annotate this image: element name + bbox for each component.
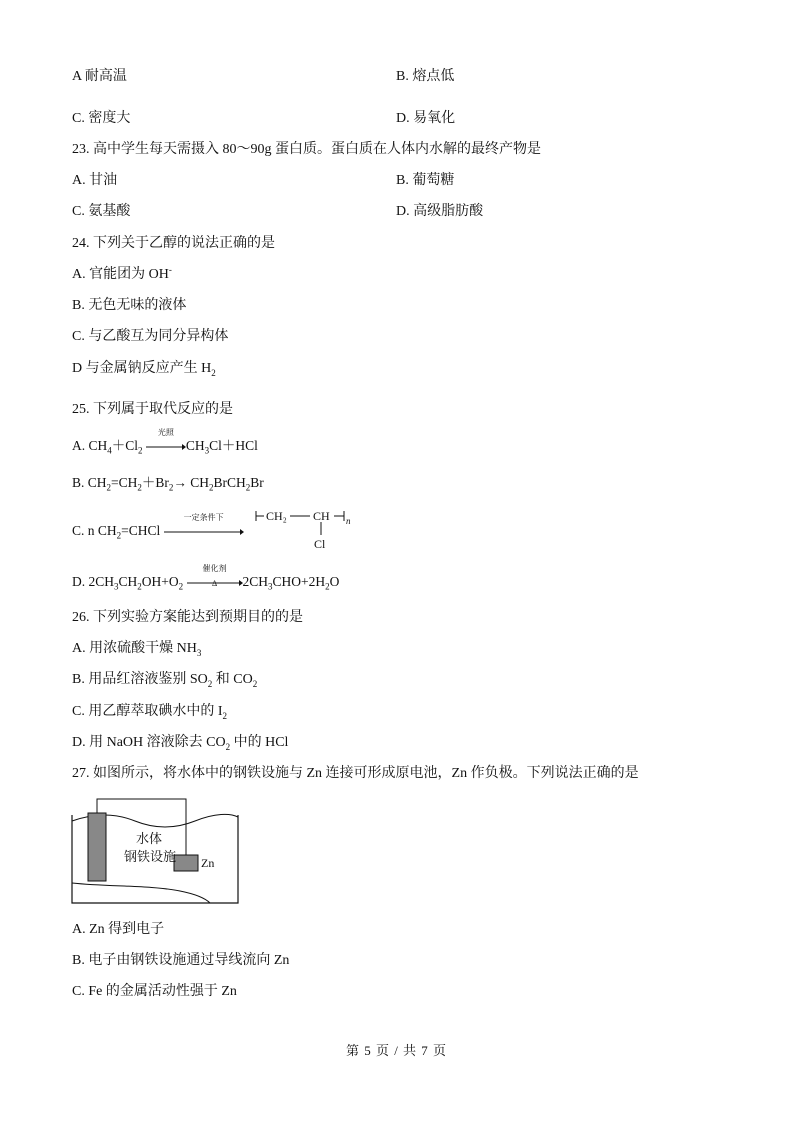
option-24-b: B. 无色无味的液体: [72, 298, 187, 313]
label-zn: Zn: [201, 856, 215, 870]
label-water: 水体: [136, 831, 163, 846]
reaction-arrow-d: [187, 563, 243, 592]
page-footer: 第 5 页 / 共 7 页: [345, 1043, 448, 1058]
label-steel: 钢铁设施: [124, 849, 177, 864]
question-25-stem: 25. 下列属于取代反应的是: [72, 402, 233, 417]
option-26-c: C. 用乙醇萃取碘水中的 $I_2$: [72, 704, 227, 721]
reaction-arrow-a: [146, 427, 186, 456]
question-24-stem: 24. 下列关于乙醇的说法正确的是: [72, 236, 275, 251]
option-24-a-sup: -: [168, 264, 172, 275]
option-25-b: B. $CH_2=CH_2+Br_2\to$ $CH_2BrCH_2Br$: [72, 475, 264, 493]
option-26-b: B. 用品红溶液鉴别 $SO_2$ 和 $CO_2$: [72, 672, 258, 689]
option-24-c: C. 与乙酸互为同分异构体: [72, 329, 229, 344]
option-22-c: C. 密度大: [72, 111, 131, 126]
question-27-stem: 27. 如图所示，将水体中的钢铁设施与 Zn 连接可形成原电池，Zn 作负极。下列说法正确的是: [72, 766, 639, 781]
condition-heat: Δ: [211, 578, 218, 588]
option-25-d-label: D. 2CH: [72, 574, 115, 589]
condition-light: 光照: [157, 427, 174, 437]
question-23-stem: 23. 高中学生每天需摄入 80～90g 蛋白质。蛋白质在人体内水解的最终产物是: [72, 142, 541, 157]
option-26-b-text: B. 用品红溶液鉴别 SO: [72, 672, 208, 687]
question-26-stem: 26. 下列实验方案能达到预期目的的是: [72, 610, 303, 625]
reaction-arrow-c: [164, 512, 244, 541]
option-26-d: D. 用 NaOH 溶液除去 $CO_2$ 中的 HCl: [72, 735, 289, 752]
option-24-a: [72, 266, 172, 284]
option-25-c-label: C. n CH: [72, 523, 117, 538]
option-26-a-text: A. 用浓硫酸干燥 NH: [72, 641, 197, 656]
option-23-a: A. 甘油: [72, 173, 118, 188]
condition-certain: 一定条件下: [183, 512, 224, 522]
option-26-a: A. 用浓硫酸干燥 $NH_3$: [72, 641, 202, 658]
condition-catalyst: 催化剂: [202, 563, 227, 573]
option-24-d-sub: 2: [211, 367, 216, 378]
option-22-d: D. 易氧化: [396, 111, 456, 126]
svg-text:CH₂: CH₂: [266, 509, 287, 523]
option-22-a: A 耐高温: [72, 69, 127, 84]
option-27-c: C. Fe 的金属活动性强于 Zn: [72, 984, 237, 999]
option-22-b: B. 熔点低: [396, 69, 455, 84]
option-27-b: B. 电子由钢铁设施通过导线流向 Zn: [72, 953, 290, 968]
pvc-structure: [252, 505, 362, 553]
option-24-a-text: A. 官能团为 OH: [72, 267, 169, 282]
svg-text:Cl: Cl: [314, 537, 326, 551]
option-26-c-text: C. 用乙醇萃取碘水中的 I: [72, 704, 223, 719]
option-25-c: C. n $CH_2=CHCl$ 一定条件下: [72, 522, 244, 541]
option-25-b-label: B. CH: [72, 475, 107, 490]
option-24-d-text: D 与金属钠反应产生 H: [72, 361, 212, 376]
galvanic-cell-figure: [70, 795, 240, 905]
option-25-a: A. $CH_4+Cl_2$ 光照 $CH_3Cl+HCl$: [72, 427, 258, 456]
svg-text:n: n: [346, 516, 351, 526]
option-25-a-label: A. CH: [72, 438, 108, 453]
svg-text:CH: CH: [313, 509, 330, 523]
option-23-c: C. 氨基酸: [72, 204, 131, 219]
option-24-d: [72, 360, 216, 378]
option-27-a: A. Zn 得到电子: [72, 922, 165, 937]
option-23-b: B. 葡萄糖: [396, 173, 455, 188]
option-26-d-text: D. 用 NaOH 溶液除去 CO: [72, 735, 226, 750]
option-23-d: D. 高级脂肪酸: [396, 204, 484, 219]
option-25-d: D. $2CH_3CH_2OH+O_2$ 催化剂 Δ $2CH_3CHO+2H_2O$: [72, 563, 340, 592]
